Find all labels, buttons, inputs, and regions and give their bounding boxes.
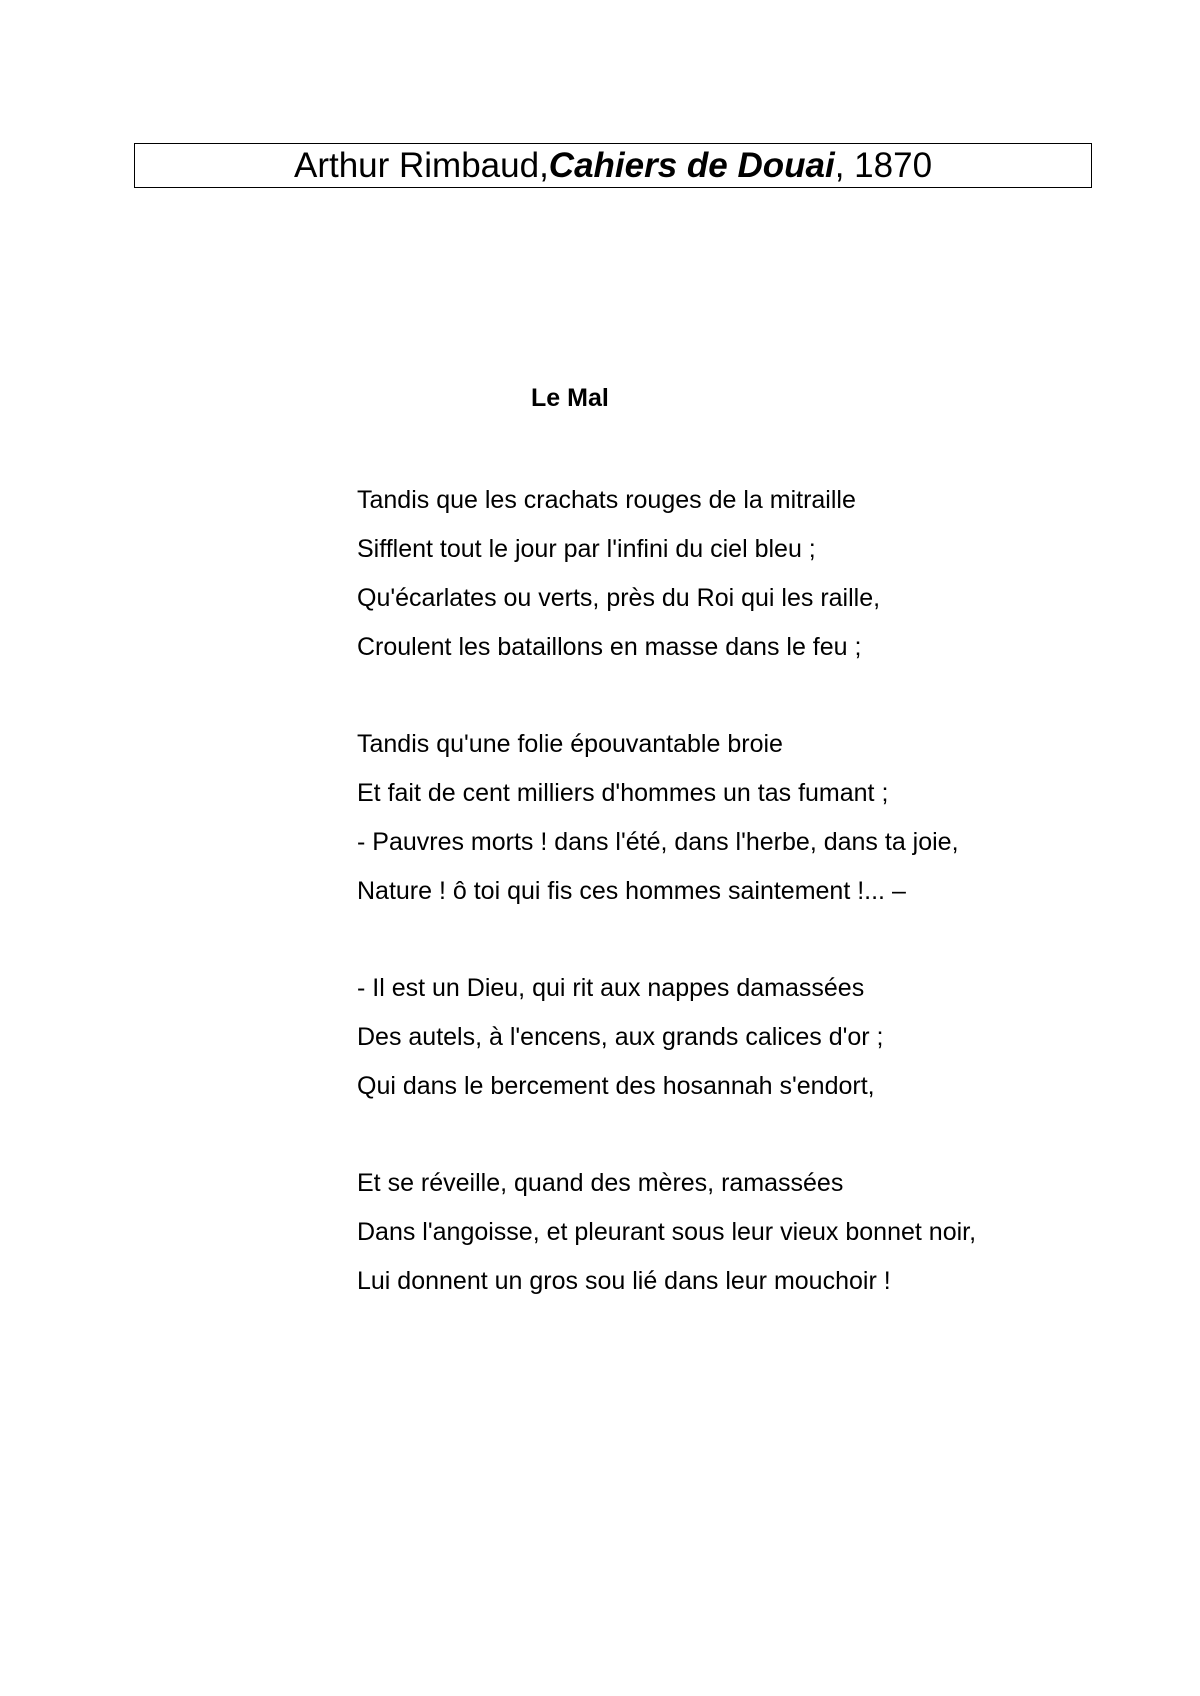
verse: Lui donnent un gros sou lié dans leur mouchoir ! <box>357 1267 891 1295</box>
verse: Tandis qu'une folie épouvantable broie <box>357 730 783 758</box>
verse: Dans l'angoisse, et pleurant sous leur vieux bonnet noir, <box>357 1218 977 1246</box>
header-citation-box <box>134 143 1092 188</box>
poem-body <box>357 476 1117 1354</box>
verse: - Il est un Dieu, qui rit aux nappes damassées <box>357 974 865 1002</box>
header-work-title: Cahiers de Douai <box>548 146 835 185</box>
verse: Nature ! ô toi qui fis ces hommes saintement !... – <box>357 877 906 905</box>
verse: Tandis que les crachats rouges de la mitraille <box>357 486 856 514</box>
verse: Des autels, à l'encens, aux grands calices d'or ; <box>357 1023 884 1051</box>
verse: Et se réveille, quand des mères, ramassées <box>357 1169 844 1197</box>
header-author: Arthur Rimbaud, <box>293 146 549 185</box>
verse: - Pauvres morts ! dans l'été, dans l'herbe, dans ta joie, <box>357 828 959 856</box>
verse: Sifflent tout le jour par l'infini du ciel bleu ; <box>357 535 816 563</box>
stanza-4 <box>357 1159 1117 1306</box>
verse: Qu'écarlates ou verts, près du Roi qui les raille, <box>357 584 881 612</box>
verse: Et fait de cent milliers d'hommes un tas fumant ; <box>357 779 889 807</box>
stanza-3 <box>357 964 1117 1111</box>
poem-title: Le Mal <box>531 384 609 412</box>
stanza-2 <box>357 720 1117 916</box>
stanza-1 <box>357 476 1117 672</box>
verse: Qui dans le bercement des hosannah s'endort, <box>357 1072 875 1100</box>
verse: Croulent les bataillons en masse dans le feu ; <box>357 633 862 661</box>
header-year: , 1870 <box>834 146 933 185</box>
